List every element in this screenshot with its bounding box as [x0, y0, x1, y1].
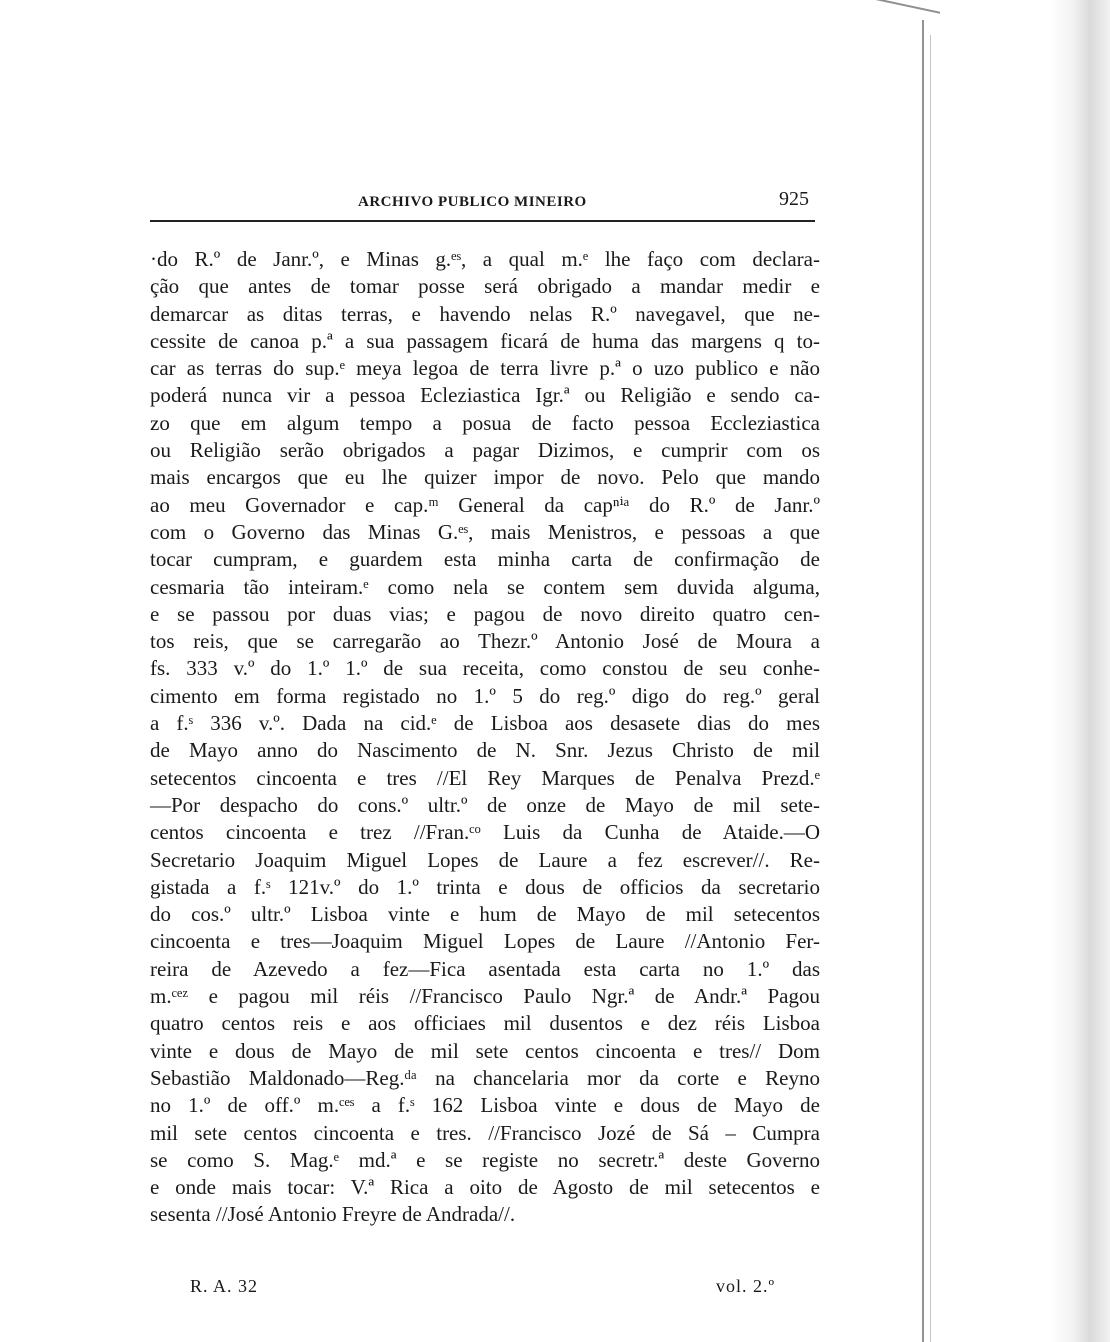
text-line: do cos.º ultr.º Lisboa vinte e hum de Mayo de mil setecentos	[150, 902, 820, 927]
text-line: sesenta //José Antonio Freyre de Andrada//.	[150, 1202, 516, 1227]
text-line: mil sete centos cincoenta e tres. //Francisco Jozé de Sá – Cumpra	[150, 1120, 820, 1145]
text-line: mais encargos que eu lhe quizer impor de novo. Pelo que mando	[150, 465, 820, 490]
page-edge-shadow	[910, 0, 1110, 1342]
text-line: se como S. Mag.ᵉ md.ª e se registe no secretr.ª deste Governo	[150, 1147, 820, 1172]
text-line: cesmaria tão inteiram.ᵉ como nela se contem sem duvida alguma,	[150, 574, 820, 599]
footer-volume: vol. 2.º	[716, 1276, 776, 1296]
text-line: —Por despacho do cons.º ultr.º de onze de Mayo de mil sete-	[150, 792, 820, 817]
text-line: car as terras do sup.ᵉ meya legoa de terra livre p.ª o uzo publico e não	[150, 356, 820, 381]
text-line: cessite de canoa p.ª a sua passagem ficará de huma das margens q to-	[150, 328, 820, 353]
text-line: Secretario Joaquim Miguel Lopes de Laure a fez escrever//. Re-	[150, 847, 820, 872]
text-line: centos cincoenta e trez //Fran.ᶜᵒ Luis da Cunha de Ataide.—O	[150, 820, 820, 845]
text-line: a f.ˢ 336 v.º. Dada na cid.ᵉ de Lisboa aos desasete dias do mes	[150, 711, 820, 736]
text-line: e se passou por duas vias; e pagou de novo direito quatro cen-	[150, 601, 820, 626]
text-line: vinte e dous de Mayo de mil sete centos cincoenta e tres// Dom	[150, 1038, 820, 1063]
text-line: ou Religião serão obrigados a pagar Dizimos, e cumprir com os	[150, 438, 820, 463]
text-line: setecentos cincoenta e tres //El Rey Marques de Penalva Prezd.ᵉ	[150, 765, 820, 790]
page-corner-fold	[830, 0, 940, 54]
page-header	[150, 188, 815, 222]
binding-edge-line-inner	[930, 35, 931, 1342]
binding-edge-line	[922, 20, 924, 1342]
text-line: fs. 333 v.º do 1.º 1.º de sua receita, como constou de seu conhe-	[150, 656, 820, 681]
footer-signature: R. A. 32	[190, 1276, 259, 1296]
page-number: 925	[779, 188, 809, 210]
running-head: ARCHIVO PUBLICO MINEIRO	[358, 194, 587, 210]
document-body	[150, 246, 820, 1229]
text-line: ção que antes de tomar posse será obrigado a mandar medir e	[150, 274, 820, 299]
text-line: no 1.º de off.º m.ᶜᵉˢ a f.ˢ 162 Lisboa vinte e dous de Mayo de	[150, 1093, 820, 1118]
text-line: com o Governo das Minas G.ᵉˢ, mais Menistros, e pessoas a que	[150, 519, 820, 544]
text-line: zo que em algum tempo a posua de facto pessoa Eccleziastica	[150, 410, 820, 435]
text-line: cincoenta e tres—Joaquim Miguel Lopes de Laure //Antonio Fer-	[150, 929, 820, 954]
text-line: Sebastião Maldonado—Reg.ᵈᵃ na chancelaria mor da corte e Reyno	[150, 1065, 820, 1090]
text-line: reira de Azevedo a fez—Fica asentada esta carta no 1.º das	[150, 956, 820, 981]
text-line: gistada a f.ˢ 121v.º do 1.º trinta e dous de officios da secretario	[150, 874, 820, 899]
text-line: ·do R.º de Janr.º, e Minas g.ᵉˢ, a qual m.ᵉ lhe faço com declara-	[150, 247, 820, 271]
text-line: de Mayo anno do Nascimento de N. Snr. Jezus Christo de mil	[150, 738, 820, 763]
text-line: tos reis, que se carregarão ao Thezr.º Antonio José de Moura a	[150, 629, 820, 654]
text-line: demarcar as ditas terras, e havendo nelas R.º navegavel, que ne-	[150, 301, 820, 326]
text-line: m.ᶜᵉᶻ e pagou mil réis //Francisco Paulo Ngr.ª de Andr.ª Pagou	[150, 984, 820, 1009]
text-line: quatro centos reis e aos officiaes mil dusentos e dez réis Lisboa	[150, 1011, 820, 1036]
text-line: tocar cumpram, e guardem esta minha carta de confirmação de	[150, 547, 820, 572]
text-line: cimento em forma registado no 1.º 5 do reg.º digo do reg.º geral	[150, 683, 820, 708]
text-line: e onde mais tocar: V.ª Rica a oito de Agosto de mil setecentos e	[150, 1175, 820, 1200]
text-line: poderá nunca vir a pessoa Ecleziastica Igr.ª ou Religião e sendo ca-	[150, 383, 820, 408]
text-line: ao meu Governador e cap.ᵐ General da capⁿⁱᵃ do R.º de Janr.º	[150, 492, 820, 517]
